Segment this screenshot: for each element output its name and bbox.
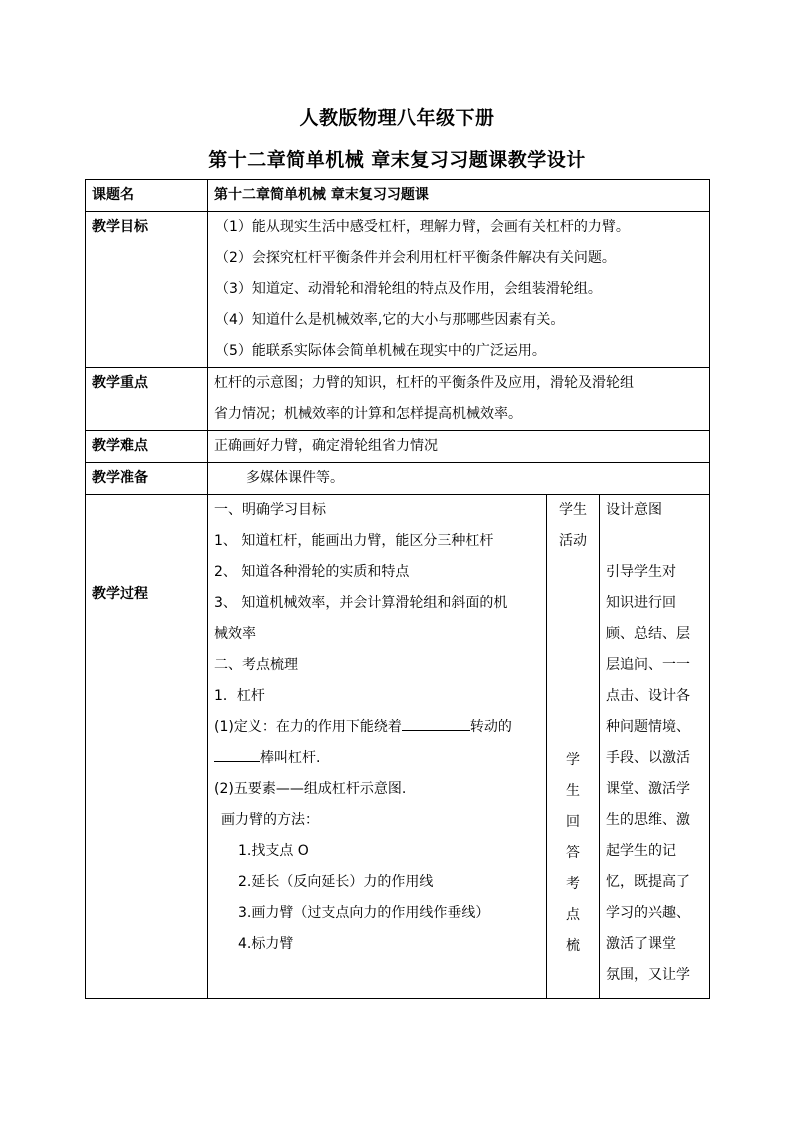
goal-item: （5）能联系实际体会简单机械在现实中的广泛运用。 [215, 343, 546, 359]
design-intent-line: 知识进行回 [606, 595, 676, 611]
design-intent-line: 顾、总结、层 [606, 626, 690, 642]
design-intent-line: 忆，既提高了 [606, 874, 690, 890]
lesson-plan-table [85, 179, 710, 999]
process-line: 2.延长（反向延长）力的作用线 [238, 874, 434, 890]
process-line: 3、 知道机械效率，并会计算滑轮组和斜面的机 [214, 595, 508, 611]
row-preparation [86, 463, 710, 495]
document-subtitle: 第十二章简单机械 章末复习习题课教学设计 [208, 149, 586, 171]
design-intent-line: 激活了课堂 [606, 936, 676, 952]
row-key-points [86, 368, 710, 431]
activity-char: 考 [566, 876, 580, 892]
goals-label: 教学目标 [86, 212, 208, 368]
process-line: 2、 知道各种滑轮的实质和特点 [214, 564, 410, 580]
activity-char: 学 [566, 752, 580, 768]
activity-char: 点 [566, 907, 580, 923]
fill-blank [214, 743, 260, 762]
fill-blank [402, 712, 470, 731]
design-intent-line: 手段、以激活 [606, 750, 690, 766]
design-intent-line: 层追问、一一 [606, 657, 690, 673]
spacer [606, 526, 709, 557]
difficulties-label: 教学难点 [86, 431, 208, 463]
goal-item: （4）知道什么是机械效率,它的大小与那哪些因素有关。 [215, 312, 565, 328]
design-intent-line: 学习的兴趣、 [606, 905, 690, 921]
row-difficulties [86, 431, 710, 463]
process-line: 1、 知道杠杆，能画出力臂，能区分三种杠杆 [214, 533, 494, 549]
process-line: 二、考点梳理 [214, 657, 298, 673]
preparation-label: 教学准备 [86, 463, 208, 495]
design-intent-line: 种问题情境、 [606, 719, 690, 735]
process-line: 1.找支点 O [238, 843, 309, 859]
definition-text-2: 转动的 [469, 719, 512, 735]
row-process [86, 495, 710, 999]
activity-char: 梳 [566, 938, 580, 954]
row-topic [86, 180, 710, 212]
goal-item: （2）会探究杠杆平衡条件并会利用杠杆平衡条件解决有关问题。 [215, 250, 616, 266]
key-points-label: 教学重点 [86, 368, 208, 431]
process-line: 4.标力臂 [238, 936, 294, 952]
row-goals [86, 212, 710, 368]
definition-text-3: 棒叫杠杆. [260, 750, 321, 766]
activity-char: 生 [566, 783, 580, 799]
process-line [214, 712, 546, 743]
design-intent-line: 起学生的记 [606, 843, 676, 859]
spacer [547, 557, 599, 745]
activity-char: 活动 [559, 533, 587, 549]
process-line: 3.画力臂（过支点向力的作用线作垂线） [238, 905, 490, 921]
design-intent-line: 引导学生对 [606, 564, 676, 580]
design-intent-header: 设计意图 [606, 502, 662, 518]
process-line: (2)五要素——组成杠杆示意图. [214, 781, 407, 797]
design-intent-line: 课堂、激活学 [606, 781, 690, 797]
topic-value: 第十二章简单机械 章末复习习题课 [208, 180, 710, 212]
design-intent-line: 生的思维、激 [606, 812, 690, 828]
process-line: 1．杠杆 [214, 688, 265, 704]
key-points-line: 省力情况；机械效率的计算和怎样提高机械效率。 [214, 406, 522, 422]
goal-item: （3）知道定、动滑轮和滑轮组的特点及作用，会组装滑轮组。 [215, 281, 602, 297]
goal-item: （1）能从现实生活中感受杠杆，理解力臂，会画有关杠杆的力臂。 [215, 219, 630, 235]
preparation-value: 多媒体课件等。 [208, 463, 710, 495]
difficulties-value: 正确画好力臂，确定滑轮组省力情况 [208, 431, 710, 463]
design-intent-column [600, 495, 710, 999]
definition-text: (1)定义：在力的作用下能绕着 [214, 719, 402, 735]
key-points-content [208, 368, 710, 431]
activity-char: 回 [566, 814, 580, 830]
key-points-line: 杠杆的示意图；力臂的知识，杠杆的平衡条件及应用，滑轮及滑轮组 [214, 375, 634, 391]
topic-label: 课题名 [86, 180, 208, 212]
process-line [214, 743, 546, 774]
process-content [208, 495, 547, 999]
activity-char: 答 [566, 845, 580, 861]
goals-content [208, 212, 710, 368]
document-title: 人教版物理八年级下册 [299, 107, 495, 129]
student-activity-column [547, 495, 600, 999]
activity-char: 学生 [559, 502, 587, 518]
process-line: 一、明确学习目标 [214, 502, 326, 518]
process-line: 械效率 [214, 626, 256, 642]
process-label: 教学过程 [86, 495, 208, 999]
design-intent-line: 点击、设计各 [606, 688, 690, 704]
process-line: 画力臂的方法： [221, 812, 319, 828]
design-intent-line: 氛围，又让学 [606, 967, 690, 983]
